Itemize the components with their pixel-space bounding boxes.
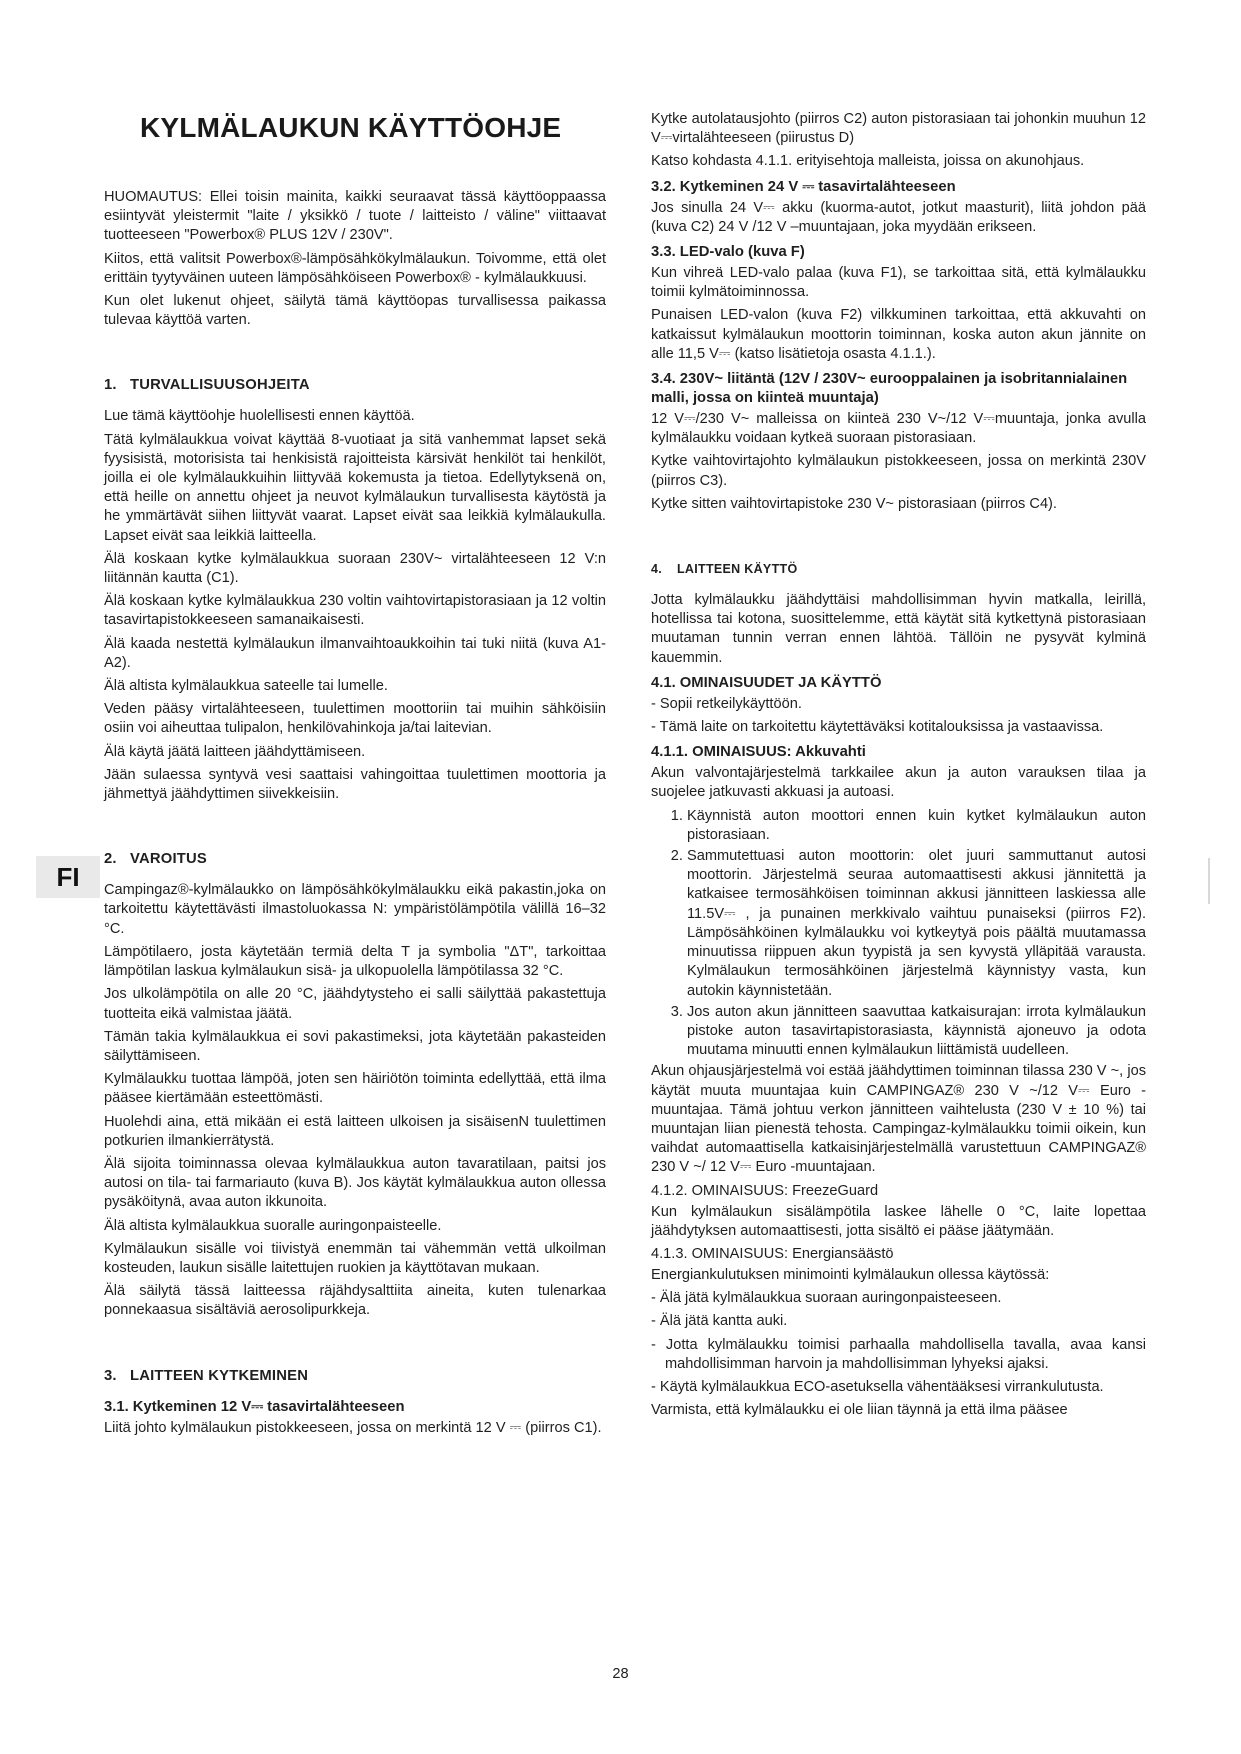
s1-p5: Älä kaada nestettä kylmälaukun ilmanvaihtoaukkoihin tai tuki niitä (kuva A1-A2). <box>104 635 606 671</box>
s34-p2: Kytke vaihtovirtajohto kylmälaukun pistokkeeseen, jossa on merkintä 230V (piirros C3). <box>651 453 1146 489</box>
s411-p2: Akun ohjausjärjestelmä voi estää jäähdyttimen toiminnan tilassa 230 V ~, jos käytät muuta muuntajaa kuin CAMPINGAZ® 230 V ~/12 V⎓ Euro -muuntajaa. Tämä johtuu verkon jännitteen vaihtelusta (230 V ± 10 %) tai muuntajan liian pienestä tehosta. Campingaz-kylmälaukku toimii oikein, kun vaihdat automaattisella katkaisinjärjestelmällä varustettuun CAMPINGAZ® 230 V ~/ 12 V⎓ Euro -muuntajaan. <box>651 1063 1146 1176</box>
s1-p8: Älä käytä jäätä laitteen jäähdyttämiseen. <box>104 743 366 760</box>
s4-p1: Jotta kylmälaukku jäähdyttäisi mahdollisimman hyvin matkalla, leirillä, hotellissa tai kotona, suosittelemme, että käytät sitä kytkettynä pistorasiaan muutaman tunnin verran ennen lähtöä. Tällöin ne pysyvät kylminä kauemmin. <box>651 592 1146 666</box>
s1-p2: Tätä kylmälaukkua voivat käyttää 8-vuotiaat ja sitä vanhemmat lapset sekä fyysisistä, motorisista tai henkisistä rajoitteista kärsivät henkilöt tai henkilöt, joilla ei ole kylmälaukkuihin liittyvää kokemusta ja tietoa. Edellytyksenä on, että heille on annettu ohjeet ja neuvot kylmälaukun turvallisesta käytöstä ja he ymmärtävät siihen liittyvät vaarat. Lapset eivät saa leikkiä kylmälaukulla. Lapset eivät saa leikkiä laitteella. <box>104 431 606 544</box>
section-4-1-1-heading: 4.1.1. OMINAISUUS: Akkuvahti <box>651 744 866 761</box>
s41-list <box>651 695 1146 737</box>
s2-p10: Älä säilytä tässä laitteessa räjähdysalttiita aineita, kuten tulenarkaa ponnekaasua sisältäviä aerosolipurkkeja. <box>104 1283 606 1319</box>
section-3-1-heading: 3.1. Kytkeminen 12 V⎓ tasavirtalähteeseen <box>104 1398 405 1415</box>
page-title: KYLMÄLAUKUN KÄYTTÖOHJE <box>140 112 562 143</box>
s1-p6: Älä altista kylmälaukkua sateelle tai lumelle. <box>104 678 388 695</box>
section-4-1-2-heading: 4.1.2. OMINAISUUS: FreezeGuard <box>651 1182 879 1199</box>
s33-p2: Punaisen LED-valon (kuva F2) vilkkuminen tarkoittaa, että akkuvahti on katkaissut kylmälaukun moottorin toiminnan, koska auton akun jännite on alle 11,5 V⎓ (katso lisätietoja osasta 4.1.1.). <box>651 307 1146 362</box>
list-item: - Käytä kylmälaukkua ECO-asetuksella vähentääksesi virrankulutusta. <box>651 1378 1104 1395</box>
s413-list <box>651 1289 1146 1397</box>
s1-p7: Veden pääsy virtalähteeseen, tuulettimen moottoriin tai muihin sähköisiin osiin voi aiheuttaa tulipalon, henkilövahinkoja ja/tai laitevian. <box>104 701 606 737</box>
s2-p1: Campingaz®-kylmälaukko on lämpösähkökylmälaukku eikä pakastin,joka on tarkoitettu käytettävästi ilmastoluokassa N: ympäristölämpötila välillä 16–32 °C. <box>104 882 606 937</box>
section-4-1-heading: 4.1. OMINAISUUDET JA KÄYTTÖ <box>651 674 882 691</box>
language-tab: FI <box>36 856 100 898</box>
s2-p2: Lämpötilaero, josta käytetään termiä delta T ja symbolia "ΔT", tarkoittaa lämpötilan laskua kylmälaukun sisä- ja ulkopuolella lämpötilassa 32 °C. <box>104 943 606 980</box>
list-item: 2. Sammutettuasi auton moottorin: olet juuri sammuttanut autosi moottorin. Järjestelmä seuraa automaattisesti akkusi jännitettä ja katkaisee termosähköisen toiminnan akkusi jännitteen laskiessa alle 11.5V⎓ , ja punainen merkkivalo vaihtuu punaiseksi (piirros F2). Lämpösähköinen kylmälaukku voi kytkeytyä pois päältä muutamassa minuutissa riippuen akun tyypistä ja sen kyvystä ylläpitää varausta. Kylmälaukun termosähköinen järjestelmä käynnistyy vasta, kun autokin käynnistetään. <box>687 847 1146 1001</box>
s1-p3: Älä koskaan kytke kylmälaukkua suoraan 230V~ virtalähteeseen 12 V:n liitännän kautta (C1). <box>104 550 606 587</box>
s32-p1: Jos sinulla 24 V⎓ akku (kuorma-autot, jotkut maasturit), liitä johdon pää (kuva C2) 24 V /12 V –muuntajaan, joka myydään erikseen. <box>651 199 1146 235</box>
edge-mark <box>1208 858 1210 904</box>
list-item: - Tämä laite on tarkoitettu käytettäväksi kotitalouksissa ja vastaavissa. <box>651 719 1104 736</box>
thanks-paragraph: Kiitos, että valitsit Powerbox®-lämpösähkökylmälaukun. Toivomme, että olet erittäin tyytyväinen uuteen lämpösähköiseen Powerbox® - kylmälaukkuusi. <box>104 250 606 286</box>
s34-p1: 12 V⎓/230 V~ malleissa on kiinteä 230 V~/12 V⎓muuntaja, jonka avulla kylmälaukku voidaan kytkeä suoraan pistorasiaan. <box>651 411 1146 447</box>
s412-p1: Kun kylmälaukun sisälämpötila laskee lähelle 0 °C, laite lopettaa jäähdytyksen automaattisesti, jotta sisältö ei pääse jäätymään. <box>651 1203 1146 1239</box>
s411-steps <box>651 807 1146 1061</box>
page-number: 28 <box>612 1666 629 1682</box>
section-3-2-heading: 3.2. Kytkeminen 24 V ⎓ tasavirtalähteeseen <box>651 178 956 195</box>
last-paragraph: Varmista, että kylmälaukku ei ole liian täynnä ja että ilma pääsee <box>651 1402 1068 1419</box>
s2-p3: Jos ulkolämpötila on alle 20 °C, jäähdytysteho ei salli säilyttää pakastettuja tuotteita eikä valmistaa jäätä. <box>104 986 606 1022</box>
section-2-heading: 2. VAROITUS <box>104 851 207 868</box>
s1-p9: Jään sulaessa syntyvä vesi saattaisi vahingoittaa tuulettimen moottoria ja jähmettyä jäähdyttimen siivekkeisiin. <box>104 766 606 803</box>
list-item: - Älä jätä kanttа auki. <box>651 1313 788 1330</box>
s1-p4: Älä koskaan kytke kylmälaukkua 230 voltin vaihtovirtapistorasiaan ja 12 voltin tasavirtapistokkeeseen samanaikaisesti. <box>104 593 606 629</box>
section-4-heading: 4. LAITTEEN KÄYTTÖ <box>651 562 798 577</box>
s33-p1: Kun vihreä LED-valo palaa (kuva F1), se tarkoittaa sitä, että kylmälaukku toimii kylmätoiminnossa. <box>651 265 1146 301</box>
list-item: - Älä jätä kylmälaukkua suoraan auringonpaisteeseen. <box>651 1290 1002 1307</box>
s411-p1: Akun valvontajärjestelmä tarkkailee akun ja auton varauksen tilaa ja suojelee jatkuvasti akkuasi ja autoasi. <box>651 765 1146 801</box>
s413-p1: Energiankulutuksen minimointi kylmälaukun ollessa käytössä: <box>651 1266 1050 1283</box>
s2-p8: Älä altista kylmälaukkua suoralle auringonpaisteelle. <box>104 1217 442 1234</box>
section-3-heading: 3. LAITTEEN KYTKEMINEN <box>104 1367 309 1384</box>
s2-p6: Huolehdi aina, että mikään ei estä laitteen ulkoisen ja sisäisenN tuulettimen potkurien ilmankierrätystä. <box>104 1113 606 1149</box>
section-3-4-heading: 3.4. 230V~ liitäntä (12V / 230V~ eurooppalainen ja isobritannialainen malli, jossa on kiinteä muuntaja) <box>651 371 1128 407</box>
left-column <box>104 110 606 1442</box>
section-3-3-heading: 3.3. LED-valo (kuva F) <box>651 244 805 261</box>
section-4-1-3-heading: 4.1.3. OMINAISUUS: Energiansäästö <box>651 1245 894 1262</box>
s2-p7: Älä sijoita toiminnassa olevaa kylmälaukkua auton tavaratilaan, paitsi jos autosi on tila- tai farmariauto (kuva B). Jos käytät kylmälaukkua auton ollessa pysäköitynä, avaa auton ikkunoita. <box>104 1155 606 1211</box>
s1-p1: Lue tämä käyttöohje huolellisesti ennen käyttöä. <box>104 408 415 425</box>
s2-p5: Kylmälaukku tuottaa lämpöä, joten sen häiriötön toiminta edellyttää, että ilma pääsee kiertämään esteettömästi. <box>104 1071 606 1107</box>
section-1-heading: 1. TURVALLISUUSOHJEITA <box>104 377 310 394</box>
list-item: - Jotta kylmälaukku toimisi parhaalla mahdollisella tavalla, avaa kansi mahdollisimman harvoin ja mahdollisimman lyhyeksi ajaksi. <box>651 1336 1146 1372</box>
s31-p1: Liitä johto kylmälaukun pistokkeeseen, jossa on merkintä 12 V ⎓ (piirros C1). <box>104 1419 602 1436</box>
note-paragraph: HUOMAUTUS: Ellei toisin mainita, kaikki seuraavat tässä käyttöoppaassa esiintyvät yleistermit "laite / yksikkö / tuote / laitteisto / väline" viittaavat tuotteeseen "Powerbox® PLUS 12V / 230V". <box>104 189 606 244</box>
keep-paragraph: Kun olet lukenut ohjeet, säilytä tämä käyttöopas turvallisessa paikassa tulevaa käyttöä varten. <box>104 293 606 329</box>
right-column <box>651 110 1146 1424</box>
s2-p9: Kylmälaukun sisälle voi tiivistyä enemmän tai vähemmän vettä ulkoilman kosteuden, laukun sisälle laitettujen ruokien ja käyttötavan mukaan. <box>104 1240 606 1276</box>
r-p1: Kytke autolatausjohto (piirros C2) auton pistorasiaan tai johonkin muuhun 12 V⎓virtalähteeseen (piirustus D) <box>651 111 1146 147</box>
s2-p4: Tämän takia kylmälaukkua ei sovi pakastimeksi, jota käytetään pakasteiden säilyttämiseen. <box>104 1028 606 1064</box>
s34-p3: Kytke sitten vaihtovirtapistoke 230 V~ pistorasiaan (piirros C4). <box>651 495 1057 512</box>
list-item: 1. Käynnistä auton moottori ennen kuin kytket kylmälaukun auton pistorasiaan. <box>687 807 1146 845</box>
list-item: - Sopii retkeilykäyttöön. <box>651 695 802 712</box>
list-item: 3. Jos auton akun jännitteen saavuttaa katkaisurajan: irrota kylmälaukun pistoke auton tasavirtapistorasiasta, käynnistä ajoneuvo ja odota muutama minuutti ennen kylmälaukun liittämistä uudelleen. <box>687 1003 1146 1061</box>
r-p2: Katso kohdasta 4.1.1. erityisehtoja malleista, joissa on akunohjaus. <box>651 153 1085 170</box>
